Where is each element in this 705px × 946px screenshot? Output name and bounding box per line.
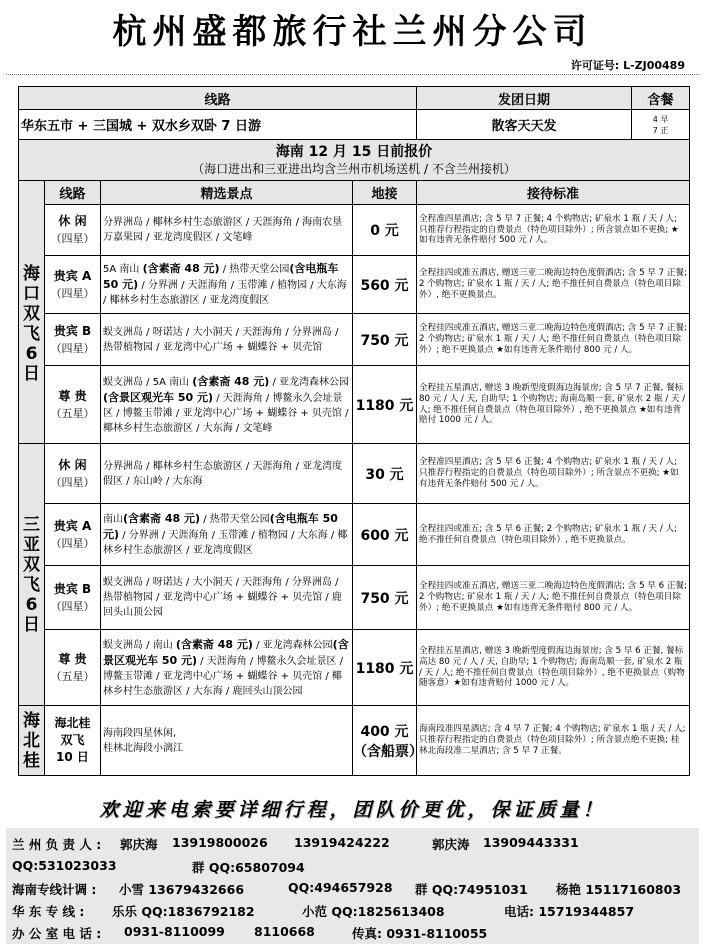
grade-cell	[45, 366, 101, 444]
spot-text: 海南段四星休闲,	[103, 727, 177, 739]
meal-breakfast: 4 早	[652, 114, 669, 124]
section-beihai	[19, 706, 45, 776]
contact-label: 华 东 专 线 :	[12, 904, 85, 919]
grade-cell	[45, 205, 101, 256]
standard-cell: 全程挂四或准五酒店, 赠送三亚二晚海边特色度假酒店; 含 5 早 7 正餐; 2 个购物店; 矿泉水 1 瓶 / 天 / 人; 绝不推任何自费景点（特色项目除外）; 绝不更换景点 ★如有违背无条件赔付 800 元 / 人。	[417, 314, 690, 366]
section-sanya-label: 三 亚 双 飞 6 日	[23, 514, 40, 635]
spot-text: / 热带天堂公园	[219, 264, 290, 275]
spot-text: / 天涯海角 / 博鳌永久会址景区 / 博鳌玉带滩 / 亚龙湾中心广场 + 蝴蝶谷 + 贝壳馆 / 椰林乡村生态旅游区 / 大东海 / 文笔峰	[103, 392, 349, 434]
grade-stars: （五星）	[50, 669, 95, 683]
price-cell: 750 元	[353, 314, 417, 366]
office-phone: 0931-8110099	[124, 924, 225, 939]
price-cell: 30 元	[353, 444, 417, 504]
spot-highlight: (含景区观光车 50 元)	[103, 637, 349, 667]
spot-highlight: (含景区观光车 50 元)	[103, 390, 214, 404]
price-cell: 1180 元	[353, 630, 417, 706]
contact-name: 郭庆涛	[432, 837, 470, 852]
contact-qq: QQ:494657928	[288, 880, 393, 895]
price-table	[18, 86, 690, 776]
grade-name: 休 闲	[58, 214, 87, 228]
spot-text: 蜈支洲岛 / 南山	[103, 639, 176, 651]
grade-stars: （四星）	[50, 599, 95, 613]
standard-cell: 全程准四星酒店; 含 5 早 7 正餐; 4 个购物店; 矿泉水 1 瓶 / 天 / 人; 只推荐行程指定的自费景点（特色项目除外）; 所含景点如不更换; ★如有违背无条件赔付 500 元 / 人。	[417, 205, 690, 256]
grade-sub: 双飞	[60, 733, 85, 747]
spots-cell: 蜈支洲岛 / 呀诺达 / 大小洞天 / 天涯海角 / 分界洲岛 / 热带植物园 / 亚龙湾中心广场 + 蝴蝶谷 + 贝壳馆	[101, 314, 353, 366]
subheader-spots: 精选景点	[101, 181, 353, 205]
spots-cell	[101, 630, 353, 706]
spot-highlight: (含素斋 48 元)	[142, 262, 220, 275]
grade-name: 海北桂	[54, 716, 91, 730]
section-blank	[19, 181, 45, 205]
price-value: 400 元	[360, 723, 409, 740]
spot-text: / 分界洲 / 天涯海角 / 玉带滩 / 植物园 / 大东海 / 椰林乡村生态旅游区 / 亚龙湾度假区	[103, 280, 347, 306]
spot-highlight: (含素斋 48 元)	[192, 374, 270, 388]
spots-cell	[101, 256, 353, 314]
spot-text: / 分界洲 / 天涯海角 / 玉带滩 / 植物园 / 大东海 / 椰林乡村生态旅游区 / 亚龙湾度假区	[103, 530, 348, 556]
spot-highlight: (含素斋 48 元)	[123, 512, 201, 525]
section-sanya	[19, 444, 45, 706]
grade-name: 贵宾 B	[53, 581, 92, 596]
grade-days: 10 日	[56, 750, 89, 764]
divider	[6, 74, 699, 75]
contact-footer	[6, 828, 699, 944]
grade-cell	[45, 504, 101, 566]
grade-cell	[45, 314, 101, 366]
contact-label: 海南专线计调 :	[12, 882, 97, 897]
price-cell	[353, 706, 423, 776]
spot-highlight: (含电瓶车 50 元)	[103, 262, 339, 291]
header-route: 线路	[19, 87, 417, 110]
section-haikou	[19, 205, 45, 444]
price-cell: 0 元	[353, 205, 417, 256]
standard-cell: 全程准四星酒店; 含 5 早 6 正餐; 4 个购物店; 矿泉水 1 瓶 / 天 / 人; 只推荐行程指定的自费景点（特色项目除外）; 所含景点不更换; ★如有违背无条件赔付 500 元 / 人。	[417, 444, 690, 504]
spots-cell	[101, 366, 353, 444]
spot-text: 桂林北海段小漓江	[103, 742, 183, 754]
grade-cell	[45, 566, 101, 630]
section-haikou-label: 海 口 双 飞 6 日	[23, 263, 40, 384]
spot-text: 蜈支洲岛 / 5A 南山	[103, 376, 193, 388]
spot-highlight: (含素斋 48 元)	[175, 637, 253, 651]
header-meal: 含餐	[632, 87, 690, 110]
spots-cell	[101, 706, 353, 776]
spot-text: / 天涯海角 / 博鳌永久会址景区 / 博鳌玉带滩 / 亚龙湾中心广场 + 蝴蝶谷 + 贝壳馆 / 椰林乡村生态旅游区 / 大东海 / 鹿回头山顶公园	[103, 655, 344, 697]
grade-name: 贵宾 A	[53, 518, 92, 533]
grade-name: 休 闲	[58, 457, 87, 472]
spot-text: / 热带天堂公园	[200, 514, 270, 525]
grade-stars: （五星）	[50, 406, 95, 420]
grade-name: 尊 贵	[58, 388, 87, 403]
grade-cell	[45, 256, 101, 314]
east-china-route: 华东五市 + 三国城 + 双水乡双卧 7 日游	[19, 110, 417, 140]
office-fax: 传真: 0931-8110055	[352, 926, 488, 941]
subheader-price: 地接	[353, 181, 417, 205]
spot-highlight: (含电瓶车 50 元)	[103, 512, 338, 541]
contact-qq: QQ:531023033	[12, 858, 117, 873]
price-cell: 600 元	[353, 504, 417, 566]
spots-cell	[101, 504, 353, 566]
contact-phone: 13919424222	[294, 835, 390, 850]
group-qq: 群 QQ:65807094	[192, 860, 305, 875]
spots-cell: 蜈支洲岛 / 呀诺达 / 大小洞天 / 天涯海角 / 分界洲岛 / 热带植物园 / 亚龙湾中心广场 + 蝴蝶谷 + 贝壳馆 / 鹿回头山顶公园	[101, 566, 353, 630]
standard-cell: 海南段准四星酒店; 含 4 早 7 正餐; 4 个购物店; 矿泉水 1 瓶 / 天 / 人; 只推荐行程指定的自费景点（特色项目除外）; 所含景点绝不更换; 桂林北海段准二星酒店; 含 5 早 7 正餐。	[417, 706, 690, 776]
standard-cell: 全程挂五星酒店, 赠送 3 晚新型度假海边海景房; 含 5 早 7 正餐, 餐标 80 元 / 人 / 天, 自助早; 1 个购物店; 海南岛顺一套, 矿泉水 2 瓶 / 天 / 人; 绝不推任何自费景点（特色项目除外）, 绝不更换景点 ★如有违背赔付 1000 元 / 人。	[417, 366, 690, 444]
grade-cell	[45, 630, 101, 706]
price-cell: 1180 元	[353, 366, 417, 444]
license-number: 许可证号: L-ZJ00489	[570, 59, 685, 72]
meal-lunch: 7 正	[652, 125, 669, 135]
contact-label: 办 公 室 电 话 :	[12, 926, 102, 941]
price-cell: 560 元	[353, 256, 417, 314]
standard-cell: 全程挂五星酒店, 赠送 3 晚新型度假海边海景房; 含 5 早 6 正餐, 餐标高达 80 元 / 人 / 天, 自助早; 1 个购物店; 海南岛顺一套, 矿泉水 2 瓶 / 天 / 人; 绝不推任何自费景点（特色项目除外）, 绝不更换景点（购物随客意）★如有违背赔付 1000 元 / 人。	[417, 630, 690, 706]
contact-phone: 电话: 15719344857	[504, 904, 635, 919]
banner-note: （海口进出和三亚进出均含兰州市机场送机 / 不含兰州接机）	[192, 162, 516, 176]
hainan-banner	[19, 140, 690, 181]
grade-stars: （四星）	[50, 341, 95, 355]
spot-text: 南山	[103, 514, 123, 525]
section-beihai-label: 海 北 桂	[23, 710, 40, 771]
grade-name: 尊 贵	[58, 651, 87, 666]
spot-text: / 亚龙湾森林公园	[269, 376, 350, 388]
contact-name: 杨艳 15117160803	[556, 882, 682, 897]
slogan: 欢迎来电索要详细行程，团队价更优，保证质量！	[99, 799, 606, 821]
east-china-meal	[632, 110, 690, 140]
grade-stars: （四星）	[50, 536, 95, 550]
banner-title: 海南 12 月 15 日前报价	[275, 144, 433, 160]
company-title: 杭州盛都旅行社兰州分公司	[112, 12, 593, 52]
group-qq: 群 QQ:74951031	[415, 882, 528, 897]
price-cell: 750 元	[353, 566, 417, 630]
standard-cell: 全程挂四或准五酒店, 赠送三亚二晚海边特色度假酒店; 含 5 早 6 正餐; 2 个购物店; 矿泉水 1 瓶 / 天 / 人; 绝不推任何自费景点（特色项目除外）; 绝不更换景点 ★如有违背无条件赔付 800 元 / 人。	[417, 566, 690, 630]
contact-phone: 13909443331	[483, 835, 579, 850]
grade-stars: （四星）	[50, 286, 95, 300]
east-china-date: 散客天天发	[417, 110, 632, 140]
standard-cell: 全程挂四或准五酒店, 赠送三亚二晚海边特色度假酒店; 含 5 早 7 正餐; 2 个购物店; 矿泉水 1 瓶 / 天 / 人; 绝不推任何自费景点（特色项目除外）, 绝不更换景点。	[417, 256, 690, 314]
contact-label: 兰 州 负 责 人 :	[12, 837, 102, 852]
header-date: 发团日期	[417, 87, 632, 110]
subheader-route: 线路	[45, 181, 101, 205]
spot-text: / 亚龙湾森林公园	[252, 639, 333, 651]
grade-stars: （四星）	[50, 475, 95, 489]
contact-phone: 13919800026	[172, 835, 268, 850]
contact-name: 小雪 13679432666	[119, 882, 245, 897]
office-phone: 8110668	[254, 924, 315, 939]
spot-text: 5A 南山	[103, 264, 143, 275]
grade-name: 贵宾 B	[53, 323, 92, 338]
standard-cell: 全程挂四或准五; 含 5 早 6 正餐; 2 个购物店; 矿泉水 1 瓶 / 天 / 人; 绝不推任何自费景点（特色项目除外）, 绝不更换景点。	[417, 504, 690, 566]
spots-cell: 分界洲岛 / 椰林乡村生态旅游区 / 天涯海角 / 海南农垦万嘉果园 / 亚龙湾度假区 / 文笔峰	[101, 205, 353, 256]
contact-qq: 小范 QQ:1825613408	[302, 904, 445, 919]
grade-stars: （四星）	[50, 232, 95, 245]
grade-cell	[45, 706, 101, 776]
price-note: （含船票）	[353, 743, 423, 760]
subheader-standard: 接待标准	[417, 181, 690, 205]
spots-cell: 分界洲岛 / 椰林乡村生态旅游区 / 天涯海角 / 亚龙湾度假区 / 东山岭 / 大东海	[101, 444, 353, 504]
contact-qq: 乐乐 QQ:1836792182	[112, 904, 255, 919]
contact-name: 郭庆海	[120, 837, 158, 852]
grade-cell	[45, 444, 101, 504]
grade-name: 贵宾 A	[53, 268, 92, 283]
